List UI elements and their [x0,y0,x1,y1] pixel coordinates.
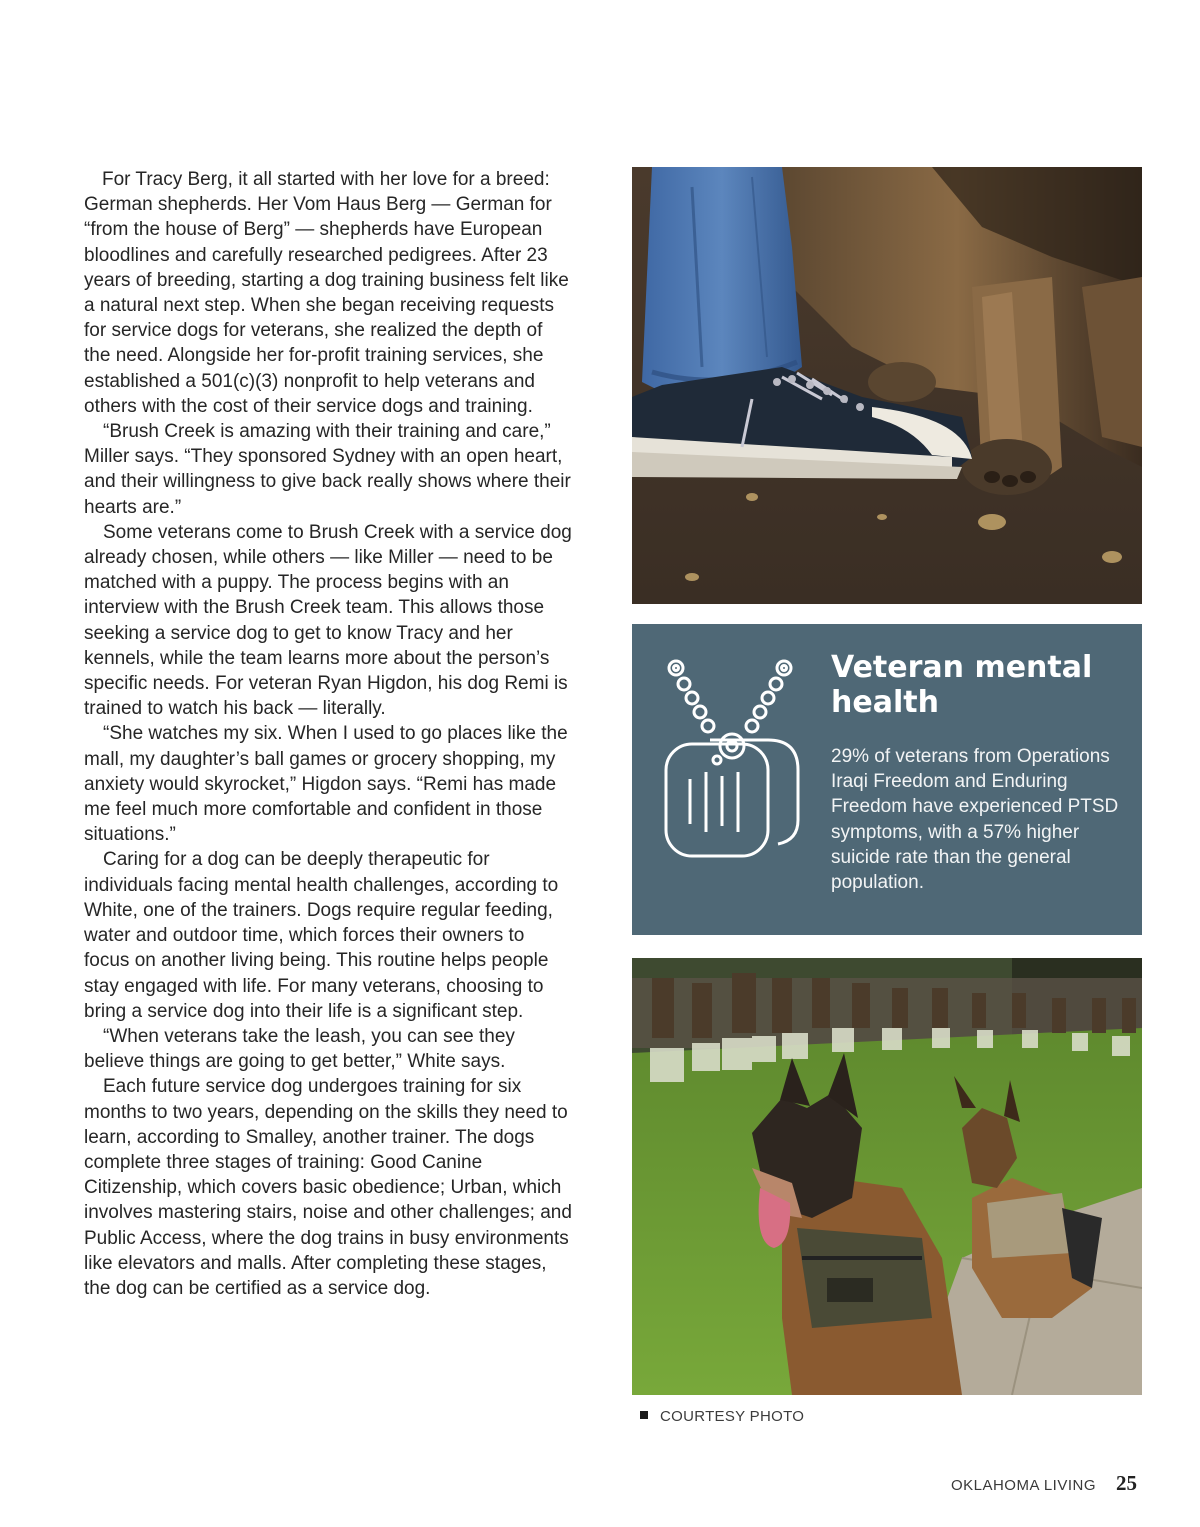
article-paragraph: “She watches my six. When I used to go places like the mall, my daughter’s ball games or grocery shopping, my anxiety would skyrocket,” Higdon says. “Remi has made me feel much more comfortable and confident in those situations.” [84,723,568,846]
article-body [84,167,574,1301]
article-paragraph: “Brush Creek is amazing with their training and care,” Miller says. “They sponsored Sydney with an open heart, and their willingness to give back really shows where their hearts are.” [84,421,571,518]
article-paragraph: Some veterans come to Brush Creek with a service dog already chosen, while others — like Miller — need to be matched with a puppy. The process begins with an interview with the Brush Creek team. This allows those seeking a service dog to get to know Tracy and her kennels, while the team learns more about the person’s specific needs. For veteran Ryan Higdon, his dog Remi is trained to watch his back — literally. [84,521,572,720]
article-paragraph: For Tracy Berg, it all started with her love for a breed: German shepherds. Her Vom Haus Berg — German for “from the house of Berg” — shepherds have European bloodlines and carefully researched pedigrees. After 23 years of breeding, starting a dog training business felt like a natural next step. When she began receiving requests for service dogs for veterans, she realized the depth of the need. Alongside her for-profit training services, she established a 501(c)(3) nonprofit to help veterans and others with the cost of their service dogs and training. [84,169,569,417]
dog-tags-icon [660,654,810,869]
credit-bullet-icon [640,1411,648,1419]
photo-credit [640,1408,804,1425]
article-paragraph: Caring for a dog can be deeply therapeutic for individuals facing mental health challenges, according to White, one of the trainers. Dogs require regular feeding, water and outdoor time, which forces their owners to focus on another living being. This routine helps people stay engaged with life. For many veterans, choosing to bring a service dog into their life is a significant step. [84,849,559,1022]
service-dogs-memorial-photo [632,958,1142,1395]
page-footer [951,1471,1137,1496]
sneaker-and-paws-photo [632,167,1142,604]
sidebar-stat-text: 29% of veterans from Operations Iraqi Freedom and Enduring Freedom have experienced PTSD symptoms, with a 57% higher suicide rate than the general population. [831,746,1119,894]
magazine-name: OKLAHOMA LIVING [950,1477,1096,1494]
sidebar-title: Veteran mental health [831,650,1093,720]
page-number: 25 [1116,1471,1137,1495]
article-paragraph: Each future service dog undergoes training for six months to two years, depending on the skills they need to learn, according to Smalley, another trainer. The dogs complete three stages of training: Good Canine Citizenship, which covers basic obedience; Urban, which involves mastering stairs, noise and other challenges; and Public Access, where the dog trains in busy environments like elevators and malls. After completing these stages, the dog can be certified as a service dog. [84,1076,572,1299]
photo-credit-text: COURTESY PHOTO [660,1408,805,1425]
veteran-mental-health-sidebar [632,624,1142,935]
article-paragraph: “When veterans take the leash, you can see they believe things are going to get better,” White says. [84,1025,515,1073]
